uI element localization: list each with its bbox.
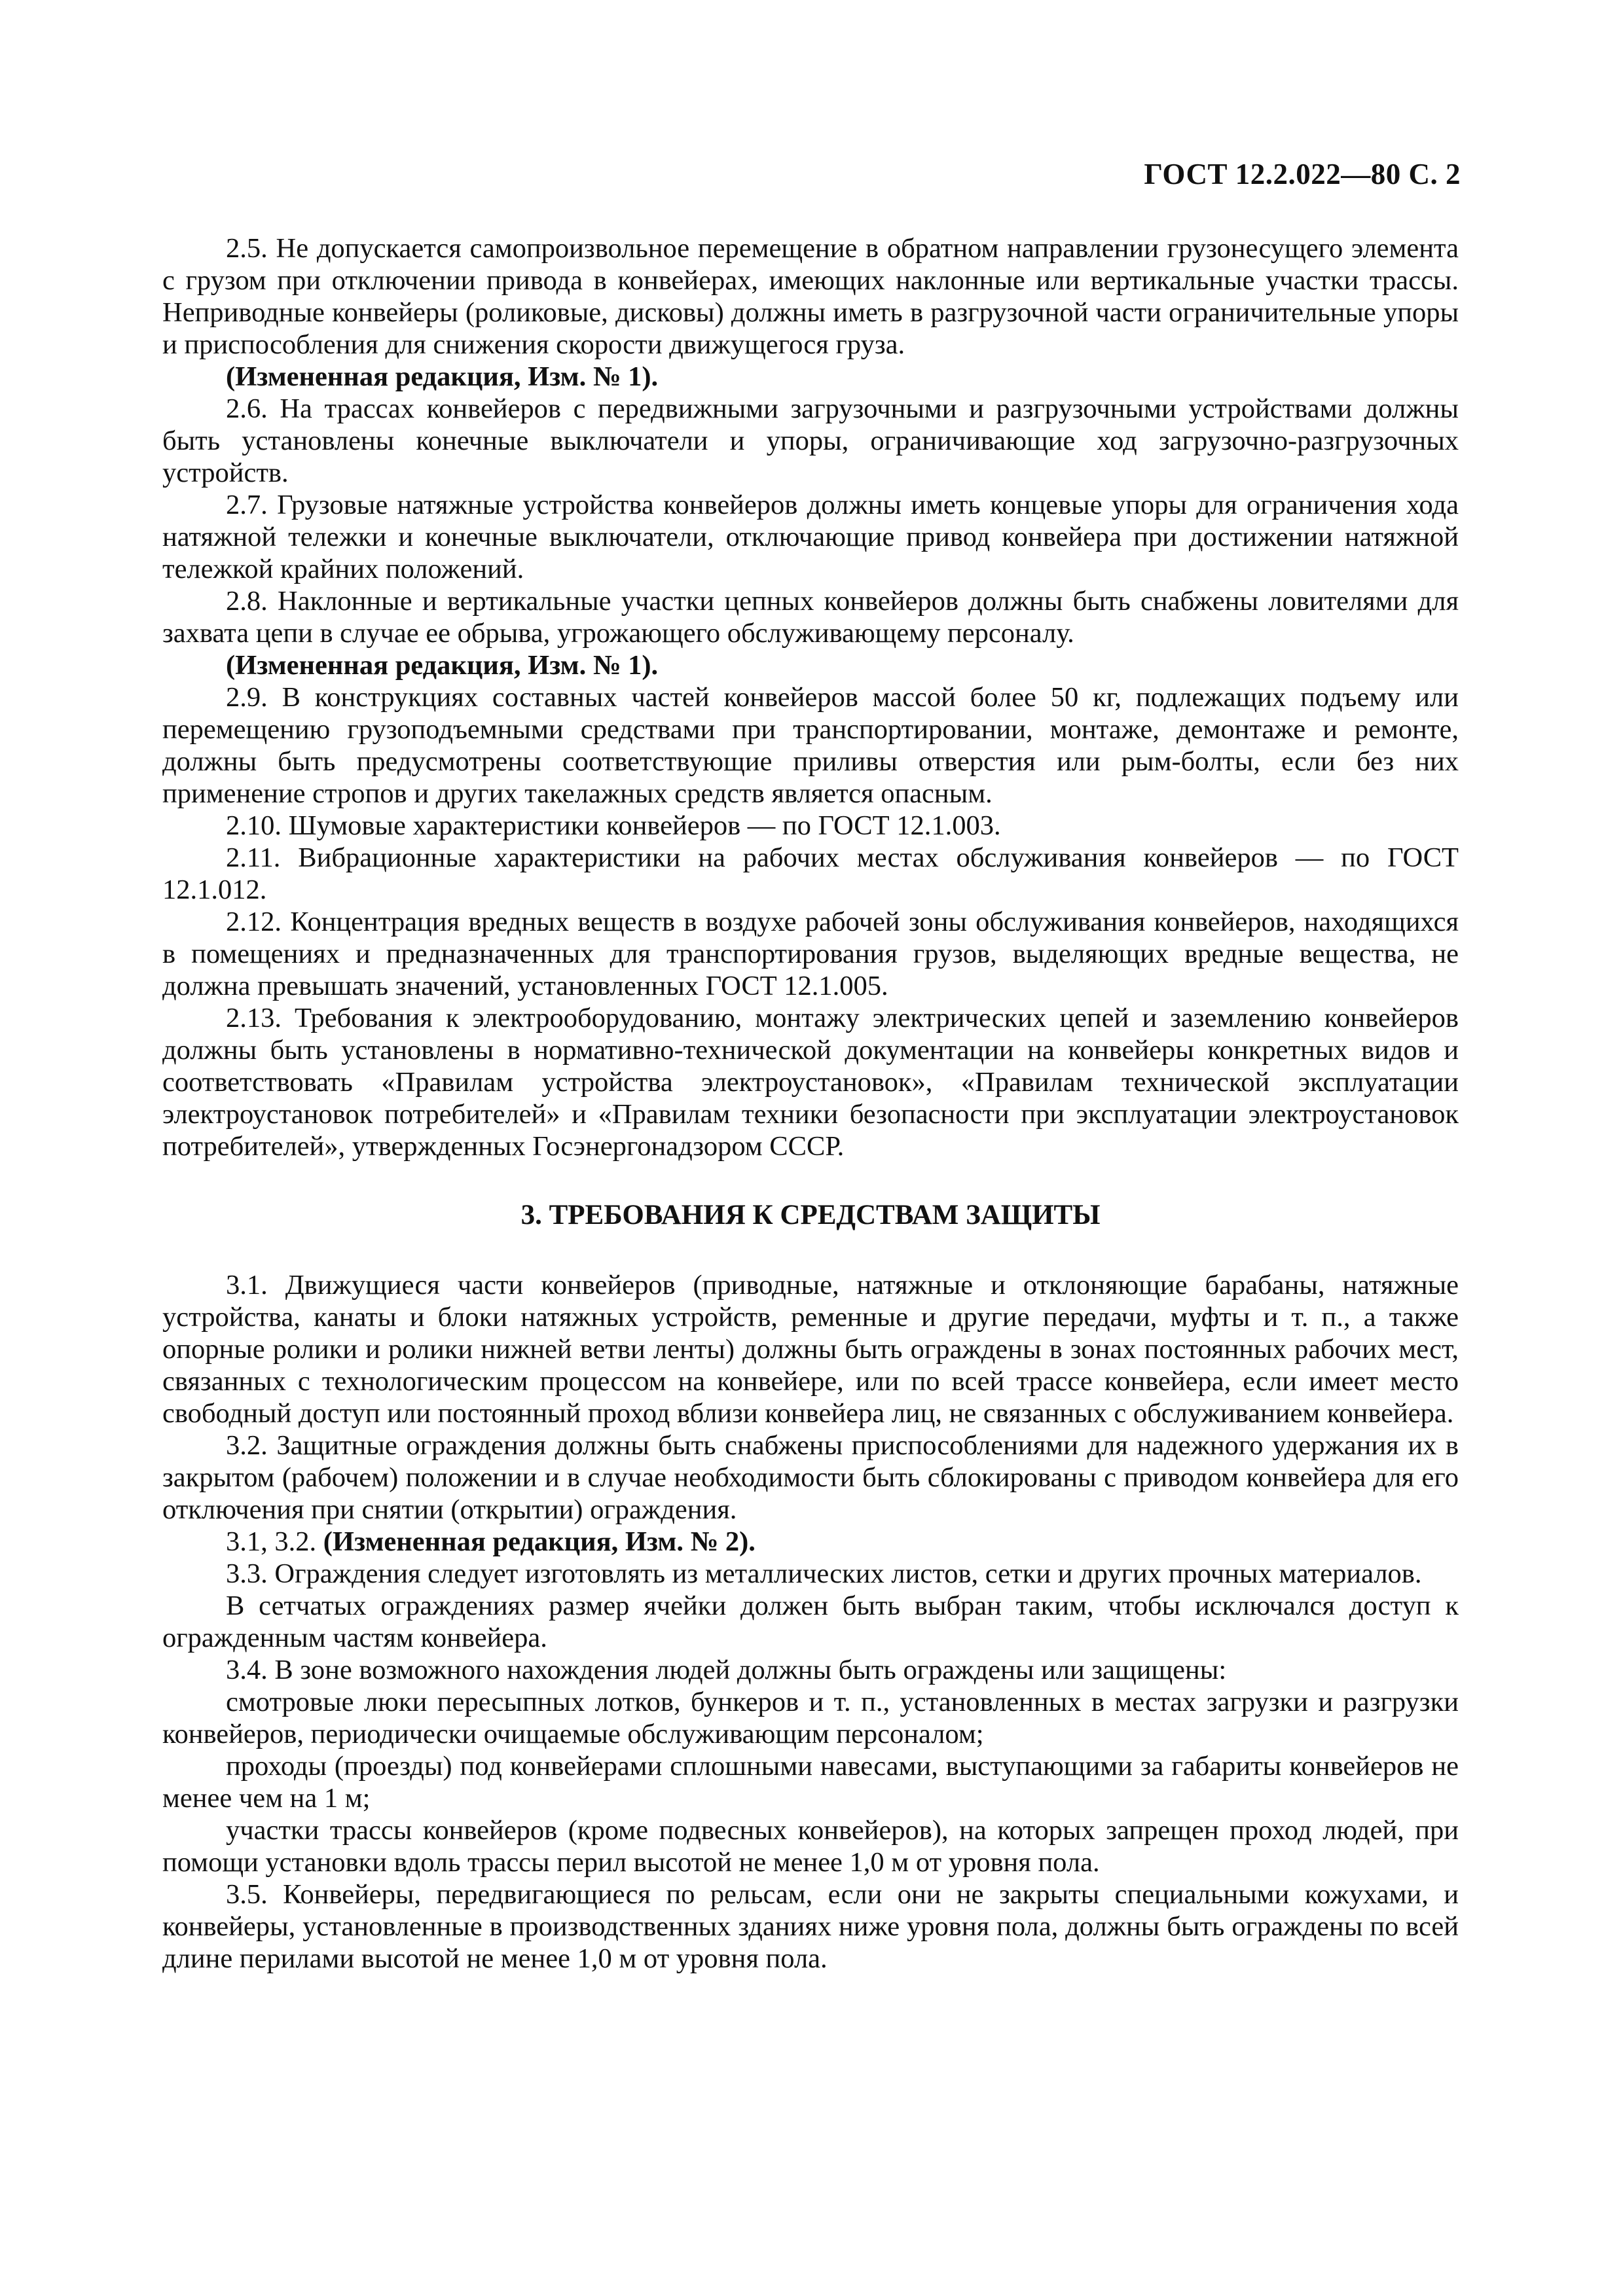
amendment-label: (Измененная редакция, Изм. № 2). [323,1526,756,1557]
paragraph: 2.11. Вибрационные характеристики на рабочих местах обслуживания конвейеров — по ГОСТ 12.1.012. [162,842,1459,905]
paragraph: 2.12. Концентрация вредных веществ в воздухе рабочей зоны обслуживания конвейеров, находящихся в помещениях и предназначенных для транспортирования грузов, выделяющих вредные вещества, не должна превышать значений, установленных ГОСТ 12.1.005. [162,906,1459,1001]
amendment-note [162,1526,1459,1558]
paragraph: 3.1. Движущиеся части конвейеров (приводные, натяжные и отклоняющие барабаны, натяжные устройства, канаты и блоки натяжных устройств, ременные и другие передачи, муфты и т. п., а также опорные ролики и ролики нижней ветви ленты) должны быть ограждены в зонах постоянных рабочих мест, связанных с технологическим процессом на конвейере, или по всей трассе конвейера, если имеет место свободный доступ или постоянный проход вблизи конвейера лиц, не связанных с обслуживанием конвейера. [162,1270,1459,1429]
paragraph: 3.4. В зоне возможного нахождения людей должны быть ограждены или защищены: [226,1655,1227,1685]
amendment-ref: 3.1, 3.2. [226,1526,323,1557]
section-heading: 3. ТРЕБОВАНИЯ К СРЕДСТВАМ ЗАЩИТЫ [520,1200,1101,1230]
paragraph: 3.2. Защитные ограждения должны быть снабжены приспособлениями для надежного удержания их в закрытом (рабочем) положении и в случае необходимости быть сблокированы с приводом конвейера для его отключения при снятии (открытии) ограждения. [162,1430,1459,1525]
paragraph: 2.10. Шумовые характеристики конвейеров — по ГОСТ 12.1.003. [226,810,1001,841]
paragraph: смотровые люки пересыпных лотков, бункеров и т. п., установленных в местах загрузки и разгрузки конвейеров, периодически очищаемые обслуживающим персоналом; [162,1687,1459,1749]
paragraph: 2.9. В конструкциях составных частей конвейеров массой более 50 кг, подлежащих подъему или перемещению грузоподъемными средствами при транспортировании, монтаже, демонтаже и ремонте, должны быть предусмотрены соответствующие приливы отверстия или рым-болты, если без них применение стропов и других такелажных средств является опасным. [162,682,1459,809]
paragraph: 2.7. Грузовые натяжные устройства конвейеров должны иметь концевые упоры для ограничения хода натяжной тележки и конечные выключатели, отключающие привод конвейера при достижении натяжной тележкой крайних положений. [162,490,1459,584]
paragraph: 2.13. Требования к электрооборудованию, монтажу электрических цепей и заземлению конвейеров должны быть установлены в нормативно-технической документации на конвейеры конкретных видов и соответствовать «Правилам устройства электроустановок», «Правилам технической эксплуатации электроустановок потребителей» и «Правилам техники безопасности при эксплуатации электроустановок потребителей», утвержденных Госэнергонадзором СССР. [162,1003,1459,1162]
paragraph: 3.3. Ограждения следует изготовлять из металлических листов, сетки и других прочных материалов. [226,1558,1422,1589]
paragraph: проходы (проезды) под конвейерами сплошными навесами, выступающими за габариты конвейеров не менее чем на 1 м; [162,1751,1459,1814]
amendment-note: (Измененная редакция, Изм. № 1). [226,650,659,681]
paragraph: участки трассы конвейеров (кроме подвесных конвейеров), на которых запрещен проход людей, при помощи установки вдоль трассы перил высотой не менее 1,0 м от уровня пола. [162,1815,1459,1878]
document-body [162,232,1459,1975]
page-header: ГОСТ 12.2.022—80 С. 2 [1144,158,1461,190]
paragraph: 3.5. Конвейеры, передвигающиеся по рельсам, если они не закрыты специальными кожухами, и конвейеры, установленные в производственных зданиях ниже уровня пола, должны быть ограждены по всей длине перилами высотой не менее 1,0 м от уровня пола. [162,1879,1459,1974]
paragraph: 2.8. Наклонные и вертикальные участки цепных конвейеров должны быть снабжены ловителями для захвата цепи в случае ее обрыва, угрожающего обслуживающему персоналу. [162,586,1459,649]
paragraph: 2.6. На трассах конвейеров с передвижными загрузочными и разгрузочными устройствами должны быть установлены конечные выключатели и упоры, ограничивающие ход загрузочно-разгрузочных устройств. [162,393,1459,488]
paragraph: В сетчатых ограждениях размер ячейки должен быть выбран таким, чтобы исключался доступ к огражденным частям конвейера. [162,1590,1459,1653]
amendment-note: (Измененная редакция, Изм. № 1). [226,361,659,392]
paragraph: 2.5. Не допускается самопроизвольное перемещение в обратном направлении грузонесущего элемента с грузом при отключении привода в конвейерах, имеющих наклонные или вертикальные участки трассы. Неприводные конвейеры (роликовые, дисковы) должны иметь в разгрузочной части ограничительные упоры и приспособления для снижения скорости движущегося груза. [162,233,1459,360]
